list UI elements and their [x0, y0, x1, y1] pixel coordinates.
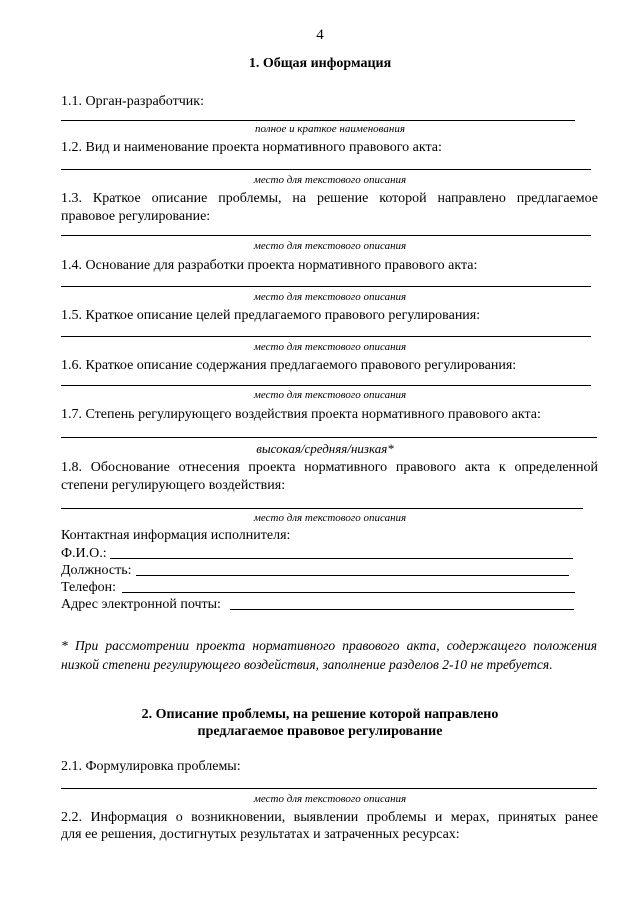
item-1-5-field-line[interactable] — [61, 336, 591, 337]
contact-phone-field[interactable] — [122, 592, 575, 593]
section-2-title-line1: 2. Описание проблемы, на решение которой направлено — [141, 707, 499, 722]
item-2-2-label-cont: для ее решения, достигнутых результатах и затраченных ресурсах: — [61, 827, 460, 842]
item-1-7-caption: высокая/средняя/низкая* — [256, 441, 394, 456]
item-1-1-label: 1.1. Орган-разработчик: — [61, 94, 204, 109]
item-2-1-field-line[interactable] — [61, 788, 597, 789]
contact-heading: Контактная информация исполнителя: — [61, 528, 291, 543]
item-1-3-caption: место для текстового описания — [253, 240, 407, 252]
item-1-3-label: 1.3. Краткое описание проблемы, на решение которой направлено предлагаемое — [61, 191, 598, 206]
contact-email-field[interactable] — [230, 609, 574, 610]
item-1-2-caption: место для текстового описания — [253, 174, 407, 186]
item-1-7-field-line[interactable] — [61, 437, 597, 438]
item-2-1-label: 2.1. Формулировка проблемы: — [61, 759, 241, 774]
item-2-1-caption: место для текстового описания — [253, 793, 407, 805]
item-1-2-field-line[interactable] — [61, 169, 591, 170]
item-1-1-caption: полное и краткое наименования — [255, 123, 405, 135]
item-2-2-label: 2.2. Информация о возникновении, выявлении проблемы и мерах, принятых ранее — [61, 810, 598, 825]
item-1-5-label: 1.5. Краткое описание целей предлагаемого правового регулирования: — [61, 308, 481, 323]
item-1-7-label: 1.7. Степень регулирующего воздействия проекта нормативного правового акта: — [61, 407, 541, 422]
item-1-6-label: 1.6. Краткое описание содержания предлагаемого правового регулирования: — [61, 358, 517, 373]
contact-email-label: Адрес электронной почты: — [61, 597, 221, 612]
item-1-6-field-line[interactable] — [61, 385, 591, 386]
item-1-4-caption: место для текстового описания — [253, 291, 407, 303]
item-1-4-field-line[interactable] — [61, 286, 591, 287]
footnote: * При рассмотрении проекта нормативного правового акта, содержащего положения низкой степени регулирующего воздействия, заполнение разделов 2-10 не требуется. — [61, 638, 597, 672]
contact-position-field[interactable] — [136, 575, 569, 576]
item-1-8-label: 1.8. Обоснование отнесения проекта нормативного правового акта к определенной — [61, 460, 598, 475]
section-1-title: 1. Общая информация — [248, 56, 392, 71]
item-1-3-field-line[interactable] — [61, 235, 591, 236]
item-1-3-label-cont: правовое регулирование: — [61, 209, 211, 224]
contact-fio-field[interactable] — [110, 558, 573, 559]
item-1-8-label-cont: степени регулирующего воздействия: — [61, 478, 286, 493]
section-2-title-line2: предлагаемое правовое регулирование — [197, 724, 443, 739]
item-1-5-caption: место для текстового описания — [253, 341, 407, 353]
item-1-1-field-line[interactable] — [61, 120, 575, 121]
item-1-6-caption: место для текстового описания — [253, 389, 407, 401]
item-1-4-label: 1.4. Основание для разработки проекта нормативного правового акта: — [61, 258, 478, 273]
item-1-8-caption: место для текстового описания — [253, 512, 407, 524]
contact-fio-label: Ф.И.О.: — [61, 546, 107, 561]
contact-phone-label: Телефон: — [61, 580, 117, 595]
item-1-2-label: 1.2. Вид и наименование проекта нормативного правового акта: — [61, 140, 442, 155]
item-1-8-field-line[interactable] — [61, 508, 583, 509]
page-number: 4 — [316, 27, 324, 43]
contact-position-label: Должность: — [61, 563, 132, 578]
